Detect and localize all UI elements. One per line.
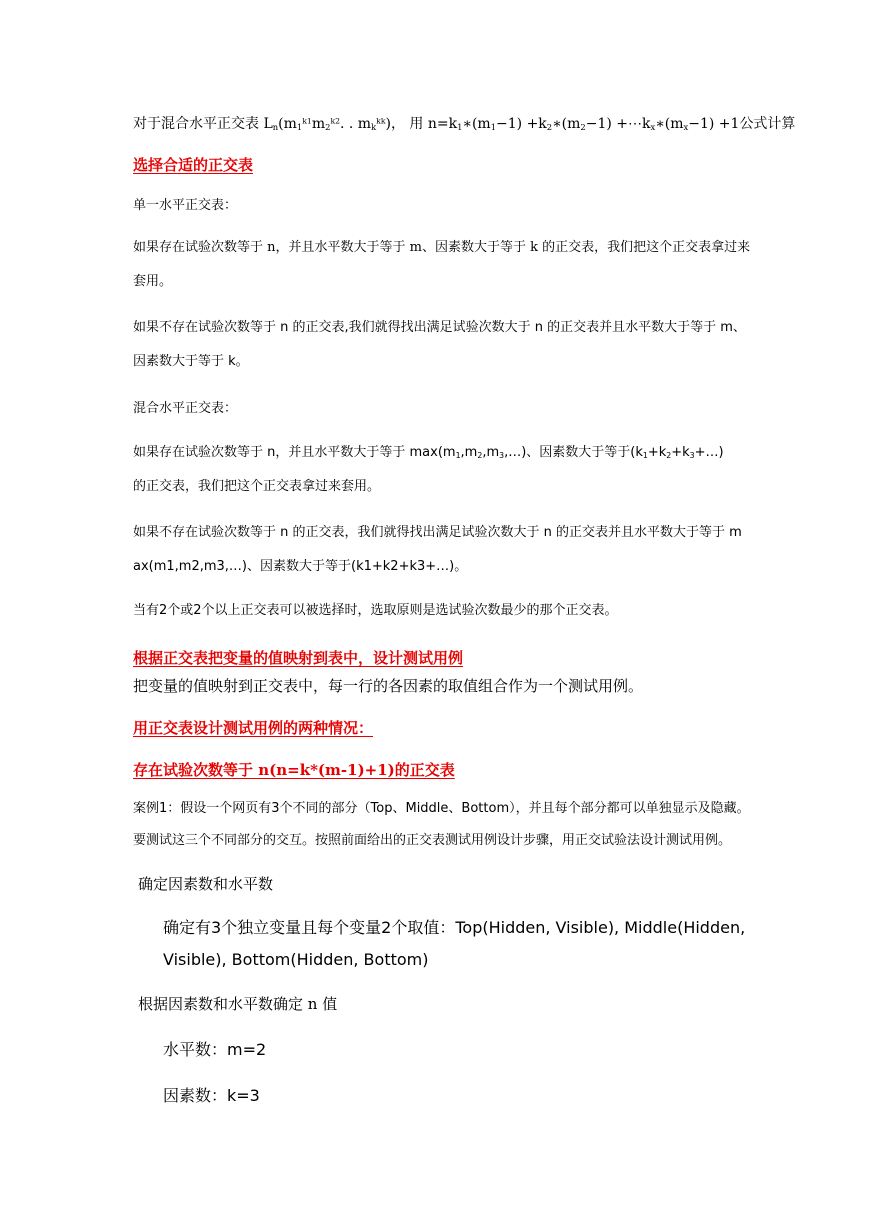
formula-sub: x — [683, 122, 689, 133]
mixed-paragraph-2-line-2: ax(m1,m2,m3,…)、因素数大于等于(k1+k2+k3+…)。 — [133, 559, 468, 574]
text-sub: 3 — [689, 450, 695, 460]
text-run: ,m — [482, 445, 500, 460]
text-sub: 2 — [666, 450, 672, 460]
formula-part: −1) +⋯k — [585, 116, 651, 132]
step2-title: 根据因素数和水平数确定 n 值 — [138, 995, 338, 1013]
text-run: ,m — [460, 445, 478, 460]
heading-case-1: 存在试验次数等于 n(n=k*(m-1)+1)的正交表 — [133, 761, 455, 779]
formula-part: −1) +1公式计算 — [688, 116, 796, 132]
formula-sub: 1 — [296, 122, 303, 133]
formula-part: . . m — [340, 116, 372, 132]
text-sub: 1 — [455, 450, 461, 460]
formula-sub: x — [650, 122, 656, 133]
factors-value: 因素数：k=3 — [163, 1086, 260, 1105]
formula-part: ∗(m — [462, 116, 491, 132]
formula-sub: 1 — [490, 122, 497, 133]
single-paragraph-2-line-1: 如果不存在试验次数等于 n 的正交表,我们就得找出满足试验次数大于 n 的正交表并且水平数大于等于 m、 — [133, 320, 746, 335]
heading-select-table: 选择合适的正交表 — [133, 156, 254, 174]
text-sub: 1 — [642, 450, 648, 460]
heading-map-variables: 根据正交表把变量的值映射到表中，设计测试用例 — [133, 649, 464, 667]
formula-part: −1) +k — [496, 116, 547, 132]
formula-sub: 2 — [546, 122, 553, 133]
formula-sub: 1 — [457, 122, 463, 133]
mixed-paragraph-1-line-2: 的正交表，我们把这个正交表拿过来套用。 — [133, 479, 381, 494]
text-sub: 3 — [499, 450, 505, 460]
formula-sub: 2 — [325, 122, 331, 133]
text-run: +k — [671, 445, 690, 460]
map-variables-text: 把变量的值映射到正交表中，每一行的各因素的取值组合作为一个测试用例。 — [133, 677, 644, 695]
formula-part: m — [311, 116, 326, 132]
levels-value: 水平数：m=2 — [163, 1040, 267, 1059]
text-run: +…) — [694, 445, 724, 460]
case1-text-line-1: 案例1：假设一个网页有3个不同的部分（Top、Middle、Bottom），并且每个部分都可以单独显示及隐藏。 — [133, 801, 750, 816]
formula-sub: k — [371, 122, 377, 133]
single-level-label: 单一水平正交表： — [133, 198, 238, 213]
formula-line — [133, 113, 795, 133]
text-run: 如果存在试验次数等于 n，并且水平数大于等于 max(m — [133, 445, 456, 460]
step1-text-line-1: 确定有3个独立变量且每个变量2个取值：Top(Hidden, Visible), Middle(Hidden, — [163, 918, 746, 937]
formula-part: )， 用 n=k — [385, 116, 458, 132]
formula-sub: n — [272, 122, 279, 133]
text-run: +k — [647, 445, 667, 460]
formula-part: ∗(m — [552, 116, 581, 132]
text-sub: 2 — [477, 450, 483, 460]
heading-two-cases: 用正交表设计测试用例的两种情况： — [133, 719, 374, 737]
single-paragraph-2-line-2: 因素数大于等于 k。 — [133, 354, 249, 369]
formula-part: (m — [278, 116, 297, 132]
formula-sup: kk — [376, 116, 386, 126]
mixed-paragraph-1-line-1 — [133, 441, 724, 460]
mixed-level-label: 混合水平正交表： — [133, 401, 238, 416]
step1-text-line-2: Visible), Bottom(Hidden, Bottom) — [163, 950, 429, 969]
single-paragraph-1-line-2: 套用。 — [133, 274, 173, 289]
formula-sub: 2 — [580, 122, 586, 133]
formula-prefix: 对于混合水平正交表 L — [133, 116, 273, 132]
mixed-paragraph-2-line-1: 如果不存在试验次数等于 n 的正交表，我们就得找出满足试验次数大于 n 的正交表并且水平数大于等于 m — [133, 525, 742, 540]
text-run: ,…)、因素数大于等于(k — [504, 445, 643, 460]
step1-title: 确定因素数和水平数 — [138, 875, 274, 893]
formula-sup: k2 — [330, 116, 340, 126]
formula-sup: k1 — [302, 116, 312, 126]
choose-rule-text: 当有2个或2个以上正交表可以被选择时，选取原则是选试验次数最少的那个正交表。 — [133, 603, 618, 618]
single-paragraph-1-line-1: 如果存在试验次数等于 n，并且水平数大于等于 m、因素数大于等于 k 的正交表，我们把这个正交表拿过来 — [133, 240, 751, 255]
case1-text-line-2: 要测试这三个不同部分的交互。按照前面给出的正交表测试用例设计步骤，用正交试验法设计测试用例。 — [133, 833, 732, 848]
formula-part: ∗(m — [655, 116, 684, 132]
